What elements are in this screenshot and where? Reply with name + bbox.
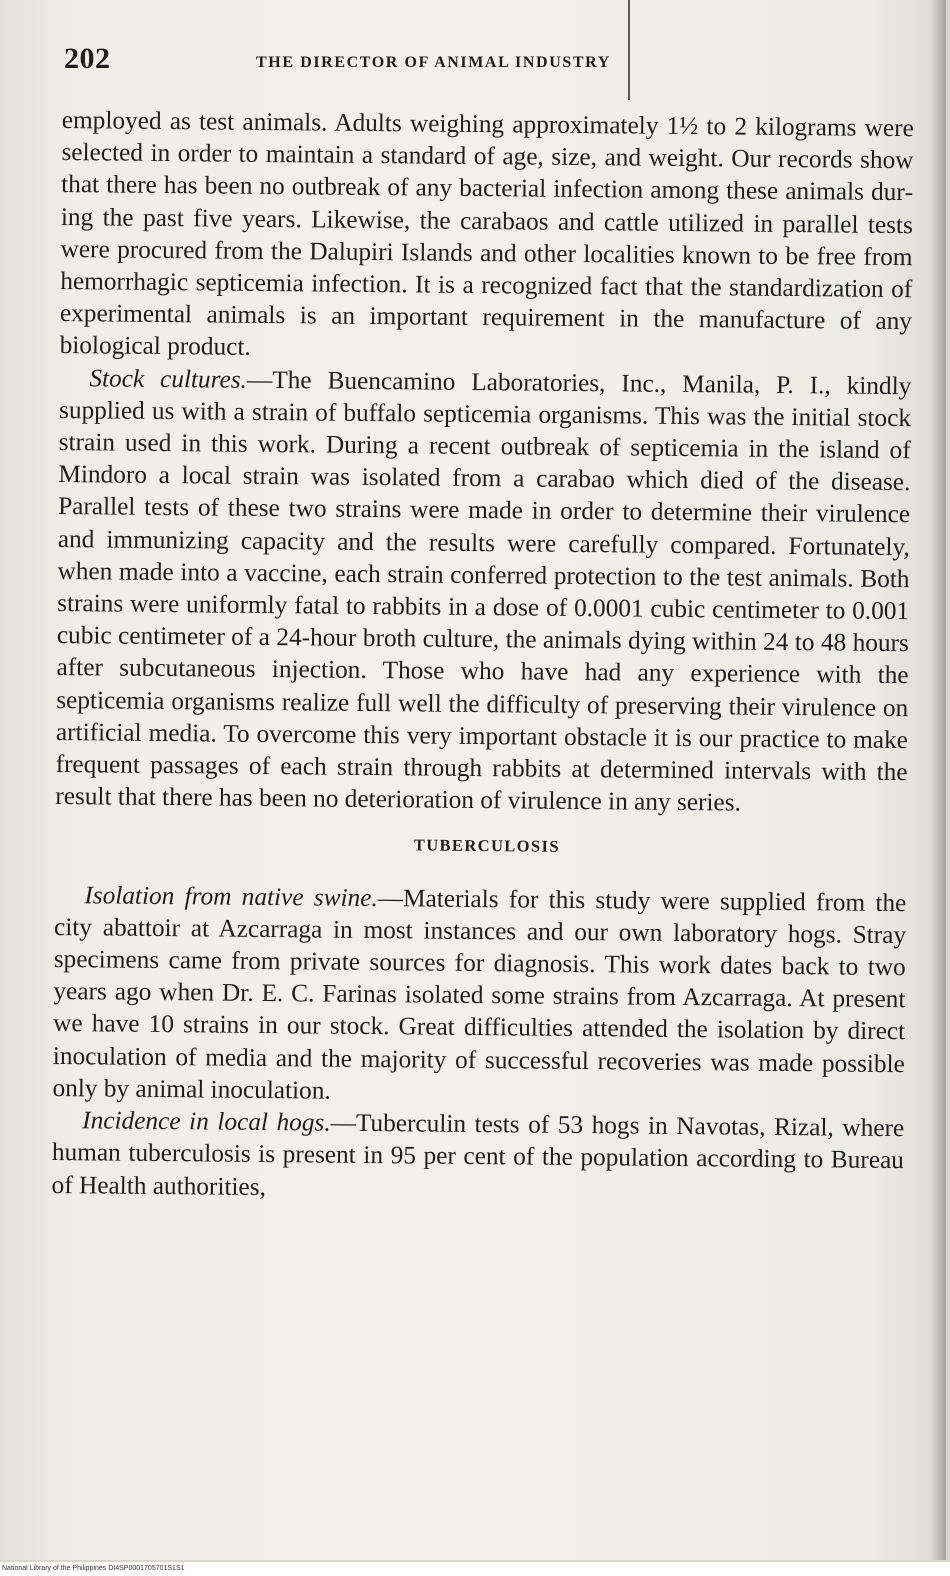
paragraph-isolation-text: —Materials for this study were supplied from the city abattoir at Azcarraga in most instances and our own laboratory hogs. Stray specimens came from private sources for diagnosis. This work dates back to two years ago when Dr. E. C. Farinas isolated some strains from Azcarraga. At present we have 10 strains in our stock. Great difficulties attended the isolation by direct inoculation of media and the majority of successful recoveries was made possible only by animal inoculation. — [52, 883, 907, 1105]
page-edge-shadow — [930, 0, 946, 1560]
body-text — [51, 104, 913, 1209]
paragraph-incidence — [51, 1104, 904, 1209]
paragraph-stock-cultures — [55, 362, 911, 821]
footer-text: National Library of the Philippines DI4SP0001705701S1S1 — [2, 1565, 185, 1572]
section-heading-tuberculosis: TUBERCULOSIS — [413, 835, 561, 857]
paragraph-incidence-text: —Tuberculin tests of 53 hogs in Navotas, Rizal, where human tuberculosis is present in 95 per cent of the population according to Bureau of Health authorities, — [51, 1108, 905, 1201]
run-in-heading-incidence: Incidence in local hogs. — [82, 1106, 331, 1137]
scan-footer — [0, 1562, 950, 1576]
paragraph-isolation — [52, 879, 906, 1113]
paragraph-test-animals: employed as test animals. Adults weighing approximately 1½ to 2 kilograms were selected in order to maintain a standard of age, size, and weight. Our records show that there has been no outbreak of any bacterial infection among these animals during the past five years. Likewise, the carabaos and cattle utilized in parallel tests were procured from the Dalupiri Islands and other localities known to be free from hemorrhagic septicemia infection. It is a recognized fact that the standardization of experimental animals is an important requirement in the manufacture of any biological product. — [59, 105, 914, 362]
page-number: 202 — [64, 42, 111, 75]
running-head: THE DIRECTOR OF ANIMAL INDUSTRY — [256, 54, 611, 71]
page-header — [64, 42, 904, 82]
paragraph-stock-cultures-text: —The Buencamino Laboratories, Inc., Manila, P. I., kindly supplied us with a strain of buffalo septicemia organisms. This was the initial stock strain used in this work. During a recent outbreak of septicemia in the island of Mindoro a local strain was isolated from a carabao which died of the disease. Parallel tests of these two strains were made in order to determine their virulence and immunizing capacity and the results were carefully compared. Fortunately, when made into a vaccine, each strain conferred protection to the test animals. Both strains were uniformly fatal to rabbits in a dose of 0.0001 cubic centimeter to 0.001 cubic centimeter of a 24-hour broth culture, the animals dying within 24 to 48 hours after subcutaneous injection. Those who have had any experience with the septicemia organisms realize full well the difficulty of preserving their virulence on artificial media. To overcome this very important obstacle it is our practice to make frequent passages of each strain through rabbits at determined intervals with the result that there has been no deterioration of virulence in any series. — [55, 365, 912, 817]
run-in-heading-isolation: Isolation from native swine. — [84, 880, 378, 912]
run-in-heading-stock-cultures: Stock cultures. — [89, 363, 248, 394]
